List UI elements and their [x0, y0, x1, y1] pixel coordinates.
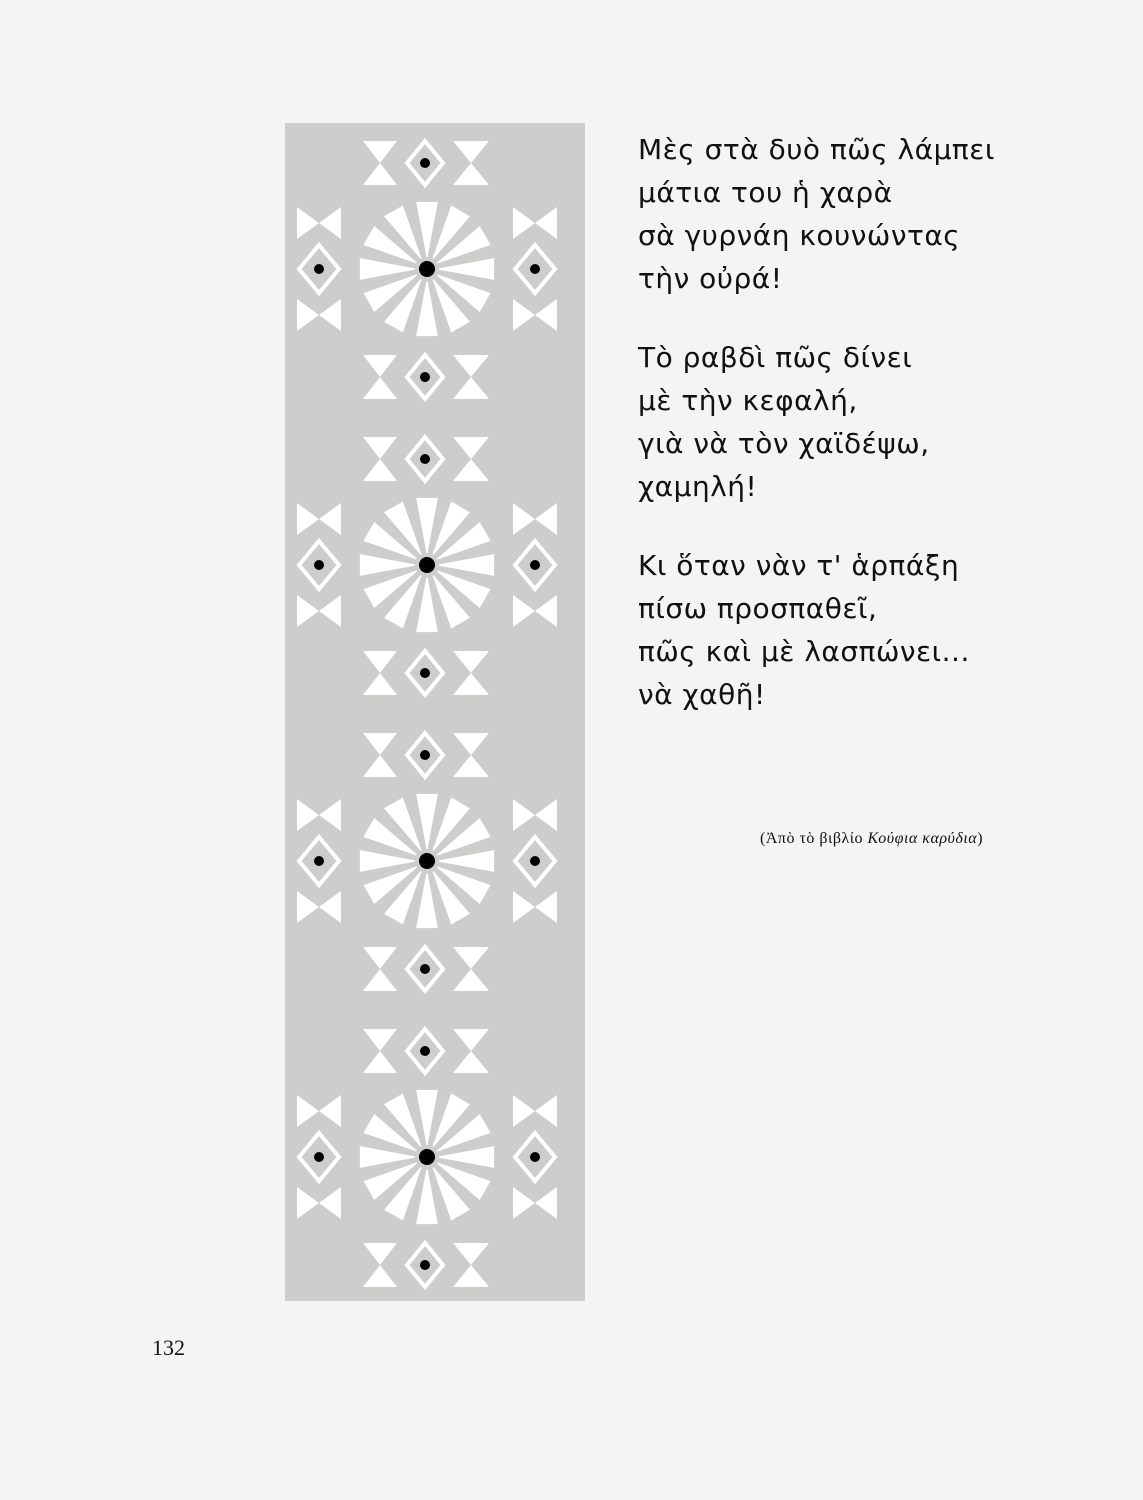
- poem-line: μὲ τὴν κεφαλή,: [638, 384, 858, 417]
- page-number: 132: [152, 1335, 185, 1360]
- poem-line: Κι ὅταν νὰν τ' ἁρπάξη: [638, 549, 960, 582]
- bowtie-left: [297, 1187, 319, 1219]
- star-petal: [416, 794, 438, 849]
- bowtie-right: [535, 299, 557, 331]
- ornament-dot: [420, 668, 430, 678]
- stanza-1: [638, 128, 995, 300]
- hourglass-top: [453, 733, 489, 755]
- star-petal: [360, 258, 415, 280]
- star-petal: [416, 281, 438, 336]
- folk-ornament-pattern: [285, 123, 585, 1301]
- hourglass-top: [453, 651, 489, 673]
- bowtie-left: [297, 891, 319, 923]
- ornament-dot: [419, 1149, 435, 1165]
- bowtie-right: [319, 299, 341, 331]
- poem-line: Τὸ ραβδὶ πῶς δίνει: [638, 341, 913, 374]
- hourglass-top: [363, 733, 397, 755]
- bowtie-left: [297, 799, 319, 831]
- hourglass-bottom: [363, 377, 397, 399]
- ornament-dot: [419, 557, 435, 573]
- ornament-dot: [530, 264, 540, 274]
- hourglass-top: [363, 651, 397, 673]
- stanza-3: [638, 544, 995, 716]
- hourglass-bottom: [453, 377, 489, 399]
- ornament-dot: [314, 560, 324, 570]
- bowtie-left: [513, 799, 535, 831]
- bowtie-right: [319, 1187, 341, 1219]
- poem-line: χαμηλή!: [638, 470, 758, 503]
- bowtie-left: [513, 299, 535, 331]
- hourglass-bottom: [453, 969, 489, 991]
- hourglass-top: [453, 437, 489, 459]
- folk-ornament-illustration: [285, 123, 585, 1301]
- bowtie-right: [319, 891, 341, 923]
- bowtie-right: [535, 207, 557, 239]
- ornament-dot: [314, 1152, 324, 1162]
- hourglass-top: [363, 437, 397, 459]
- bowtie-right: [535, 1095, 557, 1127]
- bowtie-right: [319, 595, 341, 627]
- ornament-dot: [420, 372, 430, 382]
- star-petal: [360, 554, 415, 576]
- star-petal: [439, 258, 494, 280]
- bowtie-right: [319, 799, 341, 831]
- star-petal: [416, 1090, 438, 1145]
- bowtie-left: [297, 1095, 319, 1127]
- star-petal: [439, 1146, 494, 1168]
- hourglass-top: [453, 1243, 489, 1265]
- bowtie-right: [319, 503, 341, 535]
- bowtie-right: [535, 891, 557, 923]
- hourglass-bottom: [453, 673, 489, 695]
- hourglass-bottom: [363, 755, 397, 777]
- ornament-dot: [420, 454, 430, 464]
- source-suffix: ): [977, 830, 984, 847]
- bowtie-right: [319, 207, 341, 239]
- star-petal: [360, 1146, 415, 1168]
- poem: [638, 128, 995, 752]
- ornament-dot: [420, 158, 430, 168]
- hourglass-bottom: [363, 459, 397, 481]
- poem-line: Μὲς στὰ δυὸ πῶς λάμπει: [638, 133, 995, 166]
- ornament-dot: [530, 856, 540, 866]
- hourglass-bottom: [453, 163, 489, 185]
- hourglass-bottom: [363, 163, 397, 185]
- ornament-dot: [420, 1260, 430, 1270]
- bowtie-left: [513, 1095, 535, 1127]
- ornament-dot: [314, 856, 324, 866]
- hourglass-top: [363, 141, 397, 163]
- ornament-dot: [420, 964, 430, 974]
- ornament-dot: [419, 853, 435, 869]
- hourglass-top: [363, 1243, 397, 1265]
- hourglass-bottom: [453, 459, 489, 481]
- source-citation: [760, 830, 983, 848]
- hourglass-bottom: [363, 1051, 397, 1073]
- hourglass-bottom: [363, 673, 397, 695]
- bowtie-left: [513, 207, 535, 239]
- hourglass-top: [453, 141, 489, 163]
- bowtie-right: [535, 503, 557, 535]
- hourglass-bottom: [453, 1265, 489, 1287]
- stanza-2: [638, 336, 995, 508]
- star-petal: [439, 554, 494, 576]
- hourglass-bottom: [453, 755, 489, 777]
- bowtie-left: [297, 207, 319, 239]
- star-petal: [360, 850, 415, 872]
- hourglass-bottom: [363, 969, 397, 991]
- source-book-title: Κούφια καρύδια: [867, 830, 978, 847]
- hourglass-top: [453, 355, 489, 377]
- source-prefix: (Ἀπὸ τὸ βιβλίο: [760, 830, 864, 847]
- star-petal: [416, 577, 438, 632]
- bowtie-left: [297, 503, 319, 535]
- star-petal: [416, 202, 438, 257]
- ornament-dot: [530, 560, 540, 570]
- bowtie-left: [513, 595, 535, 627]
- bowtie-left: [513, 503, 535, 535]
- poem-line: νὰ χαθῆ!: [638, 678, 766, 711]
- poem-line: πίσω προσπαθεῖ,: [638, 592, 878, 625]
- hourglass-bottom: [453, 1051, 489, 1073]
- hourglass-top: [453, 1029, 489, 1051]
- star-petal: [416, 1169, 438, 1224]
- bowtie-left: [513, 891, 535, 923]
- ornament-dot: [420, 1046, 430, 1056]
- star-petal: [416, 873, 438, 928]
- bowtie-left: [297, 299, 319, 331]
- ornament-dot: [530, 1152, 540, 1162]
- star-petal: [416, 498, 438, 553]
- star-petal: [439, 850, 494, 872]
- bowtie-right: [535, 595, 557, 627]
- ornament-dot: [420, 750, 430, 760]
- hourglass-top: [363, 1029, 397, 1051]
- bowtie-right: [319, 1095, 341, 1127]
- poem-line: τὴν οὐρά!: [638, 262, 783, 295]
- bowtie-right: [535, 799, 557, 831]
- poem-line: γιὰ νὰ τὸν χαϊδέψω,: [638, 427, 930, 460]
- bowtie-right: [535, 1187, 557, 1219]
- hourglass-top: [453, 947, 489, 969]
- ornament-dot: [419, 261, 435, 277]
- hourglass-bottom: [363, 1265, 397, 1287]
- hourglass-top: [363, 355, 397, 377]
- ornament-dot: [314, 264, 324, 274]
- bowtie-left: [513, 1187, 535, 1219]
- poem-line: σὰ γυρνάη κουνώντας: [638, 219, 961, 252]
- poem-line: πῶς καὶ μὲ λασπώνει...: [638, 635, 970, 668]
- hourglass-top: [363, 947, 397, 969]
- bowtie-left: [297, 595, 319, 627]
- poem-line: μάτια του ἡ χαρὰ: [638, 176, 893, 209]
